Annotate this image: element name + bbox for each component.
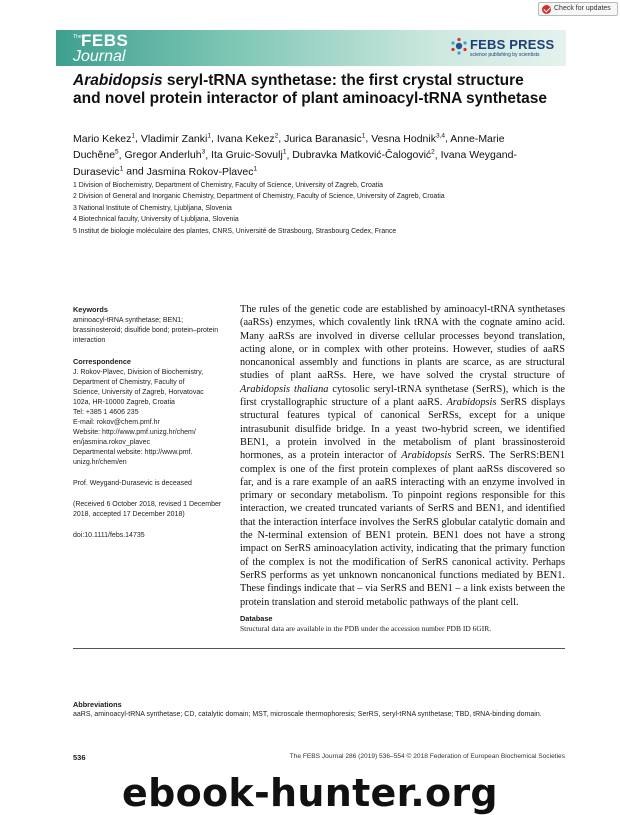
author-affiliation-marker: 1 — [119, 165, 124, 172]
author-affiliation-marker: 1 — [207, 132, 211, 139]
journal-logo-the: The — [73, 34, 82, 40]
febs-press-tagline: science publishing by scientists — [470, 52, 540, 58]
database-heading: Database — [240, 614, 273, 623]
section-divider — [73, 648, 565, 649]
author-name-text: Dubravka Matković-Čalogović — [292, 149, 432, 161]
correspondence-website-link[interactable]: Website: http://www.pmf.unizg.hr/chem/ — [73, 429, 196, 436]
abstract-segment: cytosolic seryl-tRNA synthetase (SerRS), which is the first crystallographic structure of a plant aaRS. — [240, 383, 565, 409]
check-updates-icon — [542, 5, 551, 14]
article-sidebar — [73, 305, 223, 552]
received-dates: (Received 6 October 2018, revised 1 December 2018, accepted 17 December 2018) — [73, 501, 222, 518]
author-affiliation-marker: 1 — [361, 132, 366, 139]
febs-press-logo — [450, 35, 562, 61]
footer-citation: The FEBS Journal 286 (2019) 536–554 © 2018 Federation of European Biochemical Societies — [289, 753, 565, 760]
correspondence-website-link[interactable]: en/jasmina.rokov_plavec — [73, 439, 151, 446]
author-name-text: Jurica Baranasic — [284, 132, 362, 145]
affiliation-item: 2 Division of General and Inorganic Chemistry, Department of Chemistry, Faculty of Science, University of Zagreb, Croatia — [73, 193, 445, 201]
departmental-website-link[interactable]: unizg.hr/chem/en — [73, 459, 127, 466]
abstract-segment: The rules of the genetic code are established by aminoacyl-tRNA synthetases (aaRSs) enzymes, which covalently link tRNA with the cognate amino acid. Many aaRSs are involved in diverse cellular processes beyond translation, acting alone, or in complex with other proteins. However, studies of aaRS noncanonical assembly and functions in plants are scarce, as are structural studies of plant aaRSs. Here, we have solved the crystal structure of — [240, 304, 565, 382]
database-text: Structural data are available in the PDB under the accession number PDB ID 6GIR. — [240, 624, 492, 633]
author-affiliation-marker: 1 — [282, 148, 287, 156]
author-name — [211, 149, 286, 161]
correspondence-block — [73, 357, 223, 468]
correspondence-line: Science, University of Zagreb, Horvatovac — [73, 389, 204, 396]
check-updates-label: Check for updates — [554, 5, 611, 12]
author-affiliation-marker: 1 — [253, 165, 258, 172]
article-title — [73, 72, 553, 108]
abbreviations-text: aaRS, aminoacyl-tRNA synthetase; CD, catalytic domain; MST, microscale thermophoresis; SerRS, seryl-tRNA synthetase; TBD, tRNA-binding domain. — [73, 711, 542, 718]
affiliation-item: 3 National Institute of Chemistry, Ljubljana, Slovenia — [73, 204, 232, 212]
check-for-updates-button[interactable] — [538, 2, 618, 16]
abstract-segment: SerRS displays structural features typical of canonical SerRSs, except for a unique intrasubunit disulfide bridge. In a yeast two-hybrid screen, we identified BEN1, a protein involved in the metabolism of plant brassinosteroid hormones, as a protein interactor of — [240, 397, 565, 462]
keywords-heading: Keywords — [73, 305, 108, 314]
affiliation-item: 1 Division of Biochemistry, Department of Chemistry, Faculty of Science, University of Zagreb, Croatia — [73, 182, 383, 189]
author-name — [141, 133, 211, 145]
abstract-text — [240, 303, 565, 609]
abstract-species-name: Arabidopsis thaliana — [240, 383, 329, 395]
author-affiliation-marker: 1 — [131, 132, 135, 139]
febs-press-name: FEBS PRESS — [470, 37, 555, 52]
correspondence-line: J. Rokov-Plavec, Division of Biochemistry, — [73, 369, 204, 376]
correspondence-email-link[interactable]: E-mail: rokov@chem.pmf.hr — [73, 419, 160, 426]
keywords-block — [73, 305, 223, 346]
abstract-species-name: Arabidopsis — [446, 397, 497, 409]
author-list: Mario Kekez$^1$, Vladimir Zanki$^1$, Ivana Kekez$^2$, Jurica Baranasic$^1$, Vesna Hodnik$^{3,4}$, Anne-Marie Duchêne$^5$, Gregor Anderluh$^3$, Ita Gruic-Sovulj$^1$, Dubravka Matković-Čalogović$^2$, Ivana Weygand-Durasevic$^1$ and Jasmina Rokov-Plavec$^1$ — [73, 132, 517, 178]
author-name — [147, 166, 257, 178]
doi-link[interactable]: doi:10.1111/febs.14735 — [73, 532, 145, 539]
affiliation-item: 4 Biotechnical faculty, University of Ljubljana, Slovenia — [73, 216, 239, 224]
journal-logo-febs: FEBS — [81, 31, 129, 50]
article-title-italic: Arabidopsis — [73, 72, 163, 89]
author-affiliation-marker: 3,4 — [435, 132, 446, 139]
article-title-rest: seryl-tRNA synthetase: the first crystal structure and novel protein interactor of plant aminoacyl-tRNA synthetase — [73, 72, 547, 107]
affiliation-item: 5 Institut de biologie moléculaire des plantes, CNRS, Université de Strasbourg, Strasbourg Cedex, France — [73, 227, 397, 235]
abbreviations-heading: Abbreviations — [73, 700, 122, 709]
author-name-text: Anne-Marie Duchêne — [73, 132, 505, 161]
author-name — [371, 133, 445, 145]
author-affiliation-marker: 5 — [115, 148, 119, 156]
author-name — [217, 133, 278, 145]
abstract-species-name: Arabidopsis — [401, 450, 452, 462]
author-name — [73, 133, 135, 145]
author-name — [125, 149, 206, 161]
febs-press-dots-icon — [450, 37, 468, 55]
journal-logo-journal: Journal — [73, 48, 126, 65]
page-number: 536 — [73, 753, 86, 762]
affiliation-list — [73, 180, 563, 237]
departmental-website-link[interactable]: Departmental website: http://www.pmf. — [73, 449, 193, 456]
correspondence-heading: Correspondence — [73, 357, 131, 366]
author-name-text: Vesna Hodnik — [371, 132, 436, 145]
author-name-text: Vladimir Zanki — [140, 132, 208, 145]
author-affiliation-marker: 3 — [201, 148, 206, 156]
correspondence-line: Department of Chemistry, Faculty of — [73, 379, 185, 386]
abstract-segment: SerRS. The SerRS:BEN1 complex is one of the first protein complexes of plant aaRSs discovered so far, and is a rare example of an aaRS interacting with an enzyme involved in primary or secondary metabolism. To pinpoint regions responsible for this interaction, we created truncated variants of SerRS and BEN1, and identified that the interaction interface involves the SerRS globular catalytic domain and the N-terminal extension of BEN1 protein. BEN1 does not have a strong impact on SerRS aminoacylation activity, indicating that the primary function of the complex is not the modification of SerRS canonical activity. Perhaps SerRS performs as yet unknown noncanonical functions mediated by BEN1. These findings indicate that – via SerRS and BEN1 – a link exists between the protein translation and steroid metabolic pathways of the plant cell. — [240, 450, 565, 608]
febs-journal-logo — [73, 30, 163, 66]
author-name-text: Gregor Anderluh — [124, 149, 202, 161]
author-name — [284, 133, 365, 145]
author-name-text: Ivana Kekez — [216, 132, 275, 145]
author-name-text: Ivana Weygand-Durasevic — [73, 149, 517, 178]
author-affiliation-marker: 2 — [431, 148, 435, 156]
deceased-note: Prof. Weygand-Durasevic is deceased — [73, 480, 192, 487]
author-name — [292, 149, 435, 161]
keywords-text: aminoacyl-tRNA synthetase; BEN1; brassinosteroid; disulfide bond; protein–protein interaction — [73, 317, 219, 344]
author-affiliation-marker: 2 — [274, 132, 279, 139]
watermark-text: ebook-hunter.org — [122, 771, 498, 815]
author-name-text: Jasmina Rokov-Plavec — [146, 165, 254, 178]
correspondence-phone: Tel: +385 1 4606 235 — [73, 409, 139, 416]
author-name-text: Mario Kekez — [73, 132, 132, 145]
author-name-text: Ita Gruic-Sovulj — [211, 149, 283, 161]
correspondence-line: 102a, HR-10000 Zagreb, Croatia — [73, 399, 175, 406]
